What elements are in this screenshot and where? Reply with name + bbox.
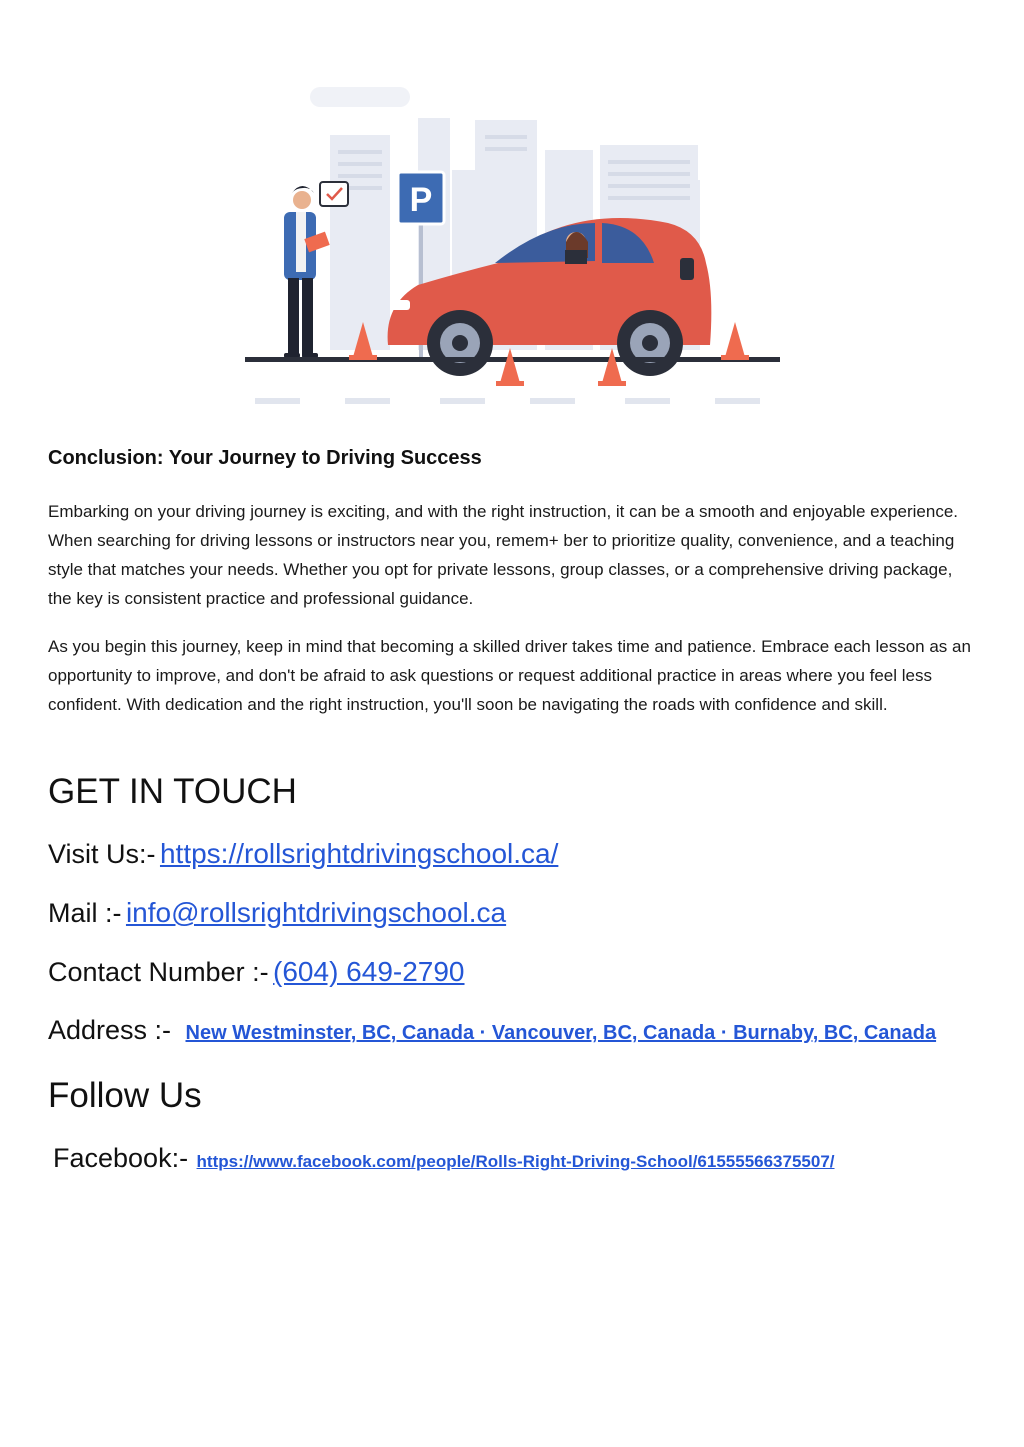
facebook-row (53, 1143, 835, 1174)
conclusion-paragraph-2: As you begin this journey, keep in mind that becoming a skilled driver takes time and patience. Embrace each lesson as an opportunity to improve, and don't be afraid to ask questions or request additional practice in areas where you feel less confident. With dedication and the right instruction, you'll soon be navigating the roads with confidence and skill. (48, 637, 971, 714)
instructor-figure (284, 186, 330, 358)
conclusion-paragraph-1: Embarking on your driving journey is exciting, and with the right instruction, it can be a smooth and enjoyable experience. When searching for driving lessons or instructors near you, remem+ ber to prioritize quality, convenience, and a teaching style that matches your needs. Whether you opt for private lessons, group classes, or a comprehensive driving package, the key is consistent practice and professional guidance. (48, 502, 959, 608)
email-link[interactable]: info@rollsrightdrivingschool.ca (125, 897, 507, 928)
address-link[interactable]: New Westminster, BC, Canada · Vancouver, BC, Canada · Burnaby, BC, Canada (185, 1022, 937, 1044)
parking-sign-letter: P (409, 181, 433, 219)
visit-label: Visit Us:- (48, 839, 156, 869)
facebook-label: Facebook:- (53, 1143, 189, 1173)
checkmark-bubble-icon (320, 182, 348, 206)
mail-label: Mail :- (48, 898, 122, 928)
get-in-touch-heading: GET IN TOUCH (48, 772, 297, 811)
address-row (48, 1015, 936, 1046)
road-markings (255, 398, 760, 404)
address-label: Address :- (48, 1015, 172, 1045)
visit-row (48, 838, 558, 870)
facebook-link[interactable]: https://www.facebook.com/people/Rolls-Right-Driving-School/61555566375507/ (196, 1152, 835, 1171)
conclusion-heading: Conclusion: Your Journey to Driving Success (48, 447, 482, 469)
mail-row (48, 897, 506, 929)
phone-row (48, 956, 465, 988)
phone-link[interactable]: (604) 649-2790 (273, 956, 465, 987)
website-link[interactable]: https://rollsrightdrivingschool.ca/ (159, 838, 559, 869)
follow-us-heading: Follow Us (48, 1076, 202, 1115)
driving-lesson-illustration (240, 60, 785, 410)
phone-label: Contact Number :- (48, 957, 269, 987)
